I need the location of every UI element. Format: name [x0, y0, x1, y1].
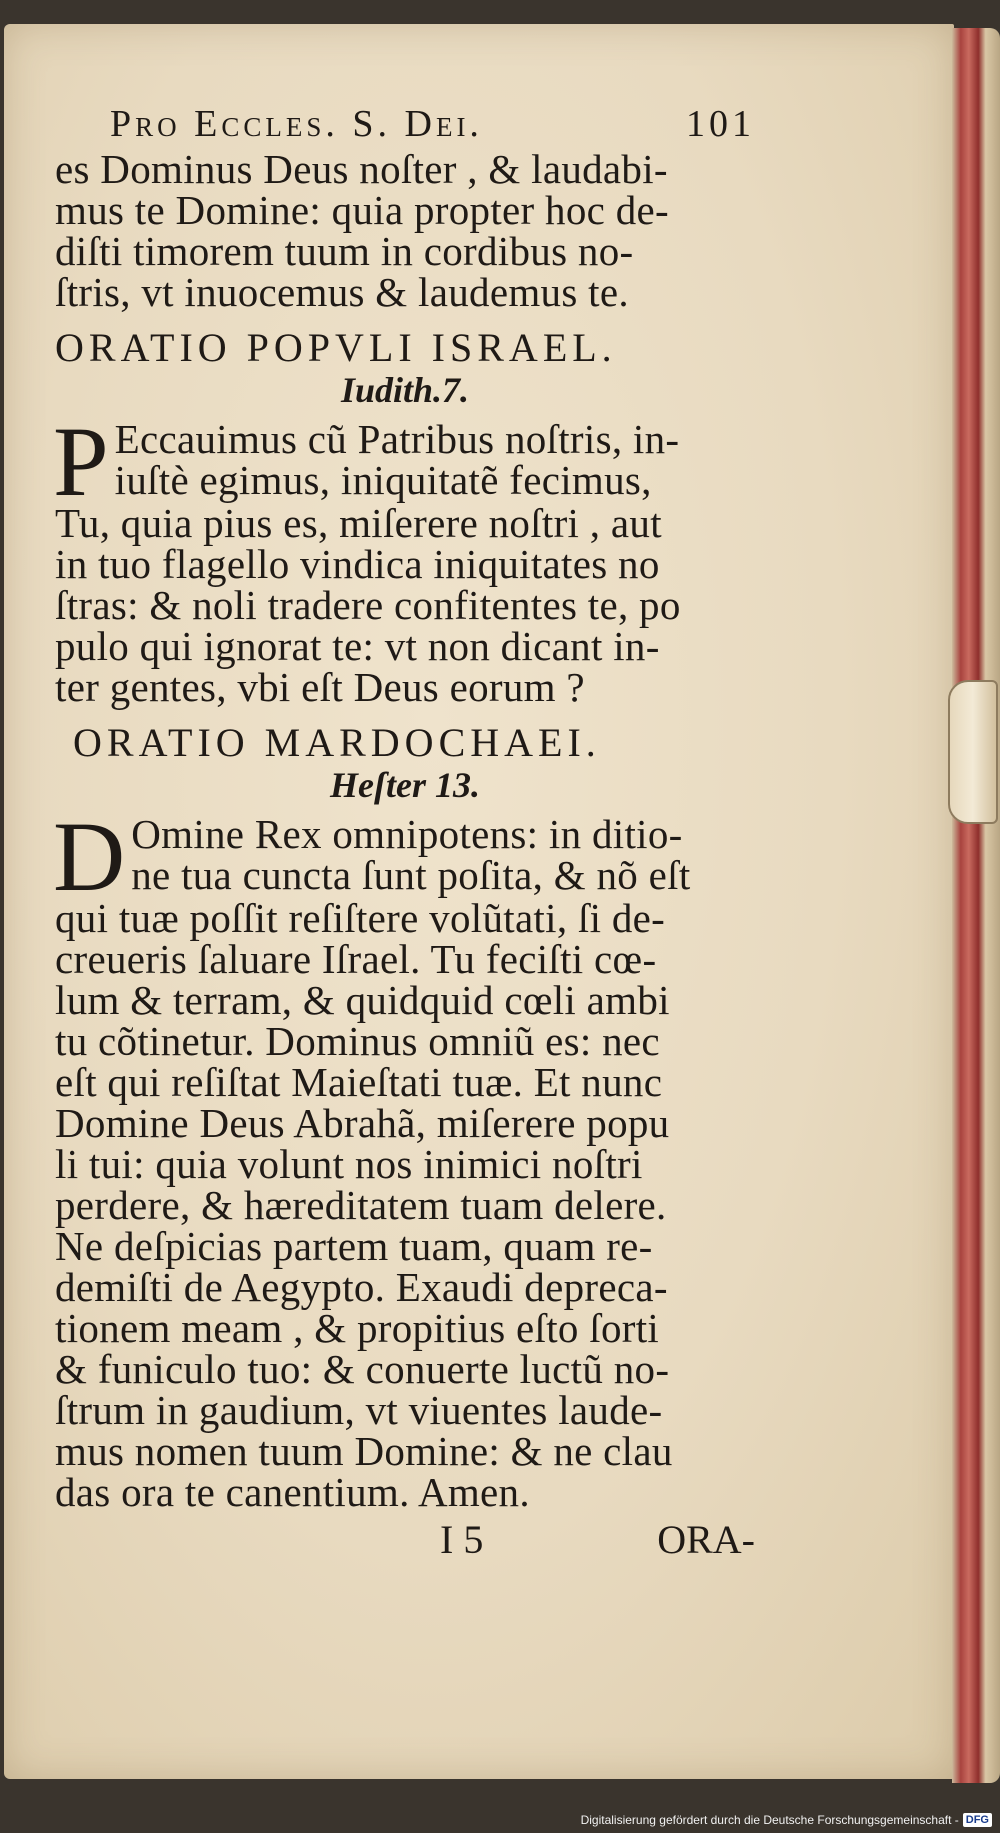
page-number: 101 [686, 103, 755, 145]
dfg-logo-icon: DFG [963, 1813, 992, 1827]
running-head [55, 104, 755, 145]
text-line: mus nomen tuum Domine: & ne clau [55, 1428, 673, 1474]
text-line: Domine Deus Abrahã, miſerere popu [55, 1100, 670, 1146]
digitization-credit [581, 1813, 992, 1827]
page-edges [952, 28, 1000, 1783]
text-line: Ne deſpicias partem tuam, quam re- [55, 1223, 653, 1269]
text-line: eſt qui reſiſtat Maieſtati tuæ. Et nunc [55, 1059, 663, 1105]
text-line: das ora te canentium. Amen. [55, 1469, 530, 1515]
text-line: Tu, quia pius es, miſerere noſtri , aut [55, 500, 662, 546]
text-line: diſti timorem tuum in cordibus no- [55, 228, 634, 274]
text-line: ſtras: & noli tradere confitentes te, po [55, 582, 681, 628]
text-line: tionem meam , & propitius eſto ſorti [55, 1305, 660, 1351]
drop-cap: P [53, 406, 109, 517]
text-line: mus te Domine: quia propter hoc de- [55, 187, 669, 233]
drop-cap: D [53, 801, 126, 912]
scripture-reference-1: Iudith.7. [340, 370, 470, 410]
text-line: li tui: quia volunt nos inimici noſtri [55, 1141, 643, 1187]
text-line: iuſtè egimus, iniquitatẽ fecimus, [114, 457, 652, 503]
page-text [55, 104, 755, 1560]
catchword: ORA- [657, 1517, 755, 1562]
credit-text: Digitalisierung gefördert durch die Deutsche Forschungsgemeinschaft - [580, 1813, 959, 1827]
text-line: lum & terram, & quidquid cœli ambi [55, 977, 670, 1023]
text-block-1 [55, 146, 755, 315]
text-line: perdere, & hæreditatem tuam delere. [55, 1182, 667, 1228]
text-line: creueris ſaluare Iſrael. Tu feciſti cœ- [55, 936, 657, 982]
signature-line [55, 1513, 755, 1560]
section-heading-2: ORATIO MARDOCHAEI. [73, 720, 601, 765]
text-line: es Dominus Deus noſter , & laudabi- [55, 146, 668, 192]
text-line: Eccauimus cũ Patribus noſtris, in- [114, 416, 680, 462]
text-line: in tuo flagello vindica iniquitates no [55, 541, 660, 587]
signature-mark: I 5 [440, 1517, 484, 1562]
running-title: Pro Eccles. S. Dei. [110, 103, 483, 145]
text-line: ſtrum in gaudium, vt viuentes laude- [55, 1387, 663, 1433]
text-line: qui tuæ poſſit reſiſtere volũtati, ſi de- [55, 895, 666, 941]
text-line: Omine Rex omnipotens: in ditio- [131, 811, 683, 857]
text-line: demiſti de Aegypto. Exaudi depreca- [55, 1264, 668, 1310]
prayer-paragraph-2 [53, 801, 755, 1515]
book-clasp [948, 680, 998, 824]
text-line: pulo qui ignorat te: vt non dicant in- [55, 623, 660, 669]
text-line: tu cõtinetur. Dominus omniũ es: nec [55, 1018, 660, 1064]
section-heading-1: ORATIO POPVLI ISRAEL. [55, 325, 617, 370]
text-line: ne tua cuncta ſunt poſita, & nõ eſt [131, 852, 691, 898]
prayer-paragraph-1 [53, 406, 755, 710]
text-line: & funiculo tuo: & conuerte luctũ no- [55, 1346, 670, 1392]
scripture-reference-2: Heſter 13. [330, 765, 480, 805]
text-line: ſtris, vt inuocemus & laudemus te. [55, 269, 629, 315]
text-line: ter gentes, vbi eſt Deus eorum ? [55, 664, 585, 710]
